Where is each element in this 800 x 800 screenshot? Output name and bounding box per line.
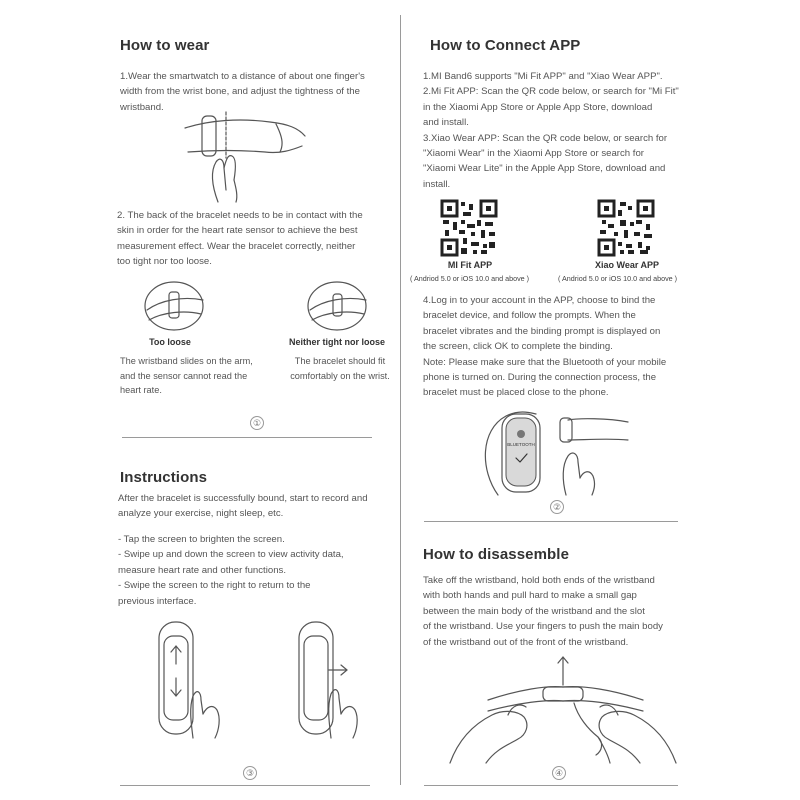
instructions-intro: After the bracelet is successfully bound, start to record and analyze your exercise, night sleep, etc. <box>118 493 368 520</box>
mi-fit-qr-label: MI Fit APP <box>447 260 493 270</box>
divider-right-bottom <box>424 785 678 786</box>
disassemble-text: Take off the wristband, hold both ends of the wristband with both hands and pull hard to make a small gap between the main body of the wristband and the slot of the wristband. Use your fingers to push the main body of the wristband out of the front of the wristband. <box>423 575 663 648</box>
divider-right-top <box>424 521 678 522</box>
correct-fit-illustration <box>306 280 368 332</box>
instructions-title: Instructions <box>120 469 208 486</box>
page-number-1: ① <box>250 416 264 430</box>
page-number-3: ③ <box>243 766 257 780</box>
how-to-wear-title: How to wear <box>120 37 210 54</box>
too-loose-label: Too loose <box>149 337 191 347</box>
wrist-wear-illustration <box>180 110 310 205</box>
page-number-2: ② <box>550 500 564 514</box>
mi-fit-qr-code <box>441 200 497 256</box>
divider-left-top <box>122 437 372 438</box>
xiao-wear-qr-code <box>598 200 654 256</box>
swipe-vertical-illustration <box>155 618 230 743</box>
center-divider <box>400 15 401 785</box>
connect-step-4: 4.Log in to your account in the APP, choose to bind the bracelet device, and follow the prompts. When the bracelet vibrates and the binding prompt is displayed on the screen, click OK to complete the binding. Note: Please make sure that the Bluetooth of your mobile phone is turned on. During the connection process, the bracelet must be placed close to the phone. <box>423 295 667 399</box>
xiao-wear-requirements: ( Andriod 5.0 or iOS 10.0 and above ) <box>558 274 678 283</box>
too-loose-illustration <box>143 280 205 332</box>
page-number-4: ④ <box>552 766 566 780</box>
binding-illustration <box>478 410 633 495</box>
swipe-right-illustration <box>295 618 375 743</box>
too-loose-desc: The wristband slides on the arm, and the sensor cannot read the heart rate. <box>120 356 253 395</box>
xiao-wear-qr-label: Xiao Wear APP <box>594 260 660 270</box>
correct-fit-label: Neither tight nor loose <box>288 337 385 347</box>
bracelet-screen-text: BLUETOOTH <box>507 442 535 447</box>
disassemble-illustration <box>448 645 678 765</box>
correct-fit-desc: The bracelet should fit comfortably on the wrist. <box>290 356 390 381</box>
divider-left-bottom <box>120 785 370 786</box>
instructions-bullets: - Tap the screen to brighten the screen. - Swipe up and down the screen to view activity data, measure heart rate and other functions. - Swipe the screen to the right to return to the previous interface. <box>118 534 344 607</box>
connect-steps: 1.MI Band6 supports "Mi Fit APP" and "Xiao Wear APP". 2.Mi Fit APP: Scan the QR code below, or search for "Mi Fit" in the Xiaomi App Store or Apple App Store, download and install. 3.Xiao Wear APP: Scan the QR code below, or search for "Xiaomi Wear" in the Xiaomi App Store or search for "Xiaomi Wear Lite" in the Apple App Store, download and install. <box>423 71 679 190</box>
wear-step-1: 1.Wear the smartwatch to a distance of about one finger's width from the wrist bone, and adjust the tightness of the wristband. <box>120 71 365 113</box>
wear-step-2: 2. The back of the bracelet needs to be in contact with the skin in order for the heart rate sensor to achieve the best measurement effect. Wear the bracelet correctly, neither too tight nor too loose. <box>117 210 363 268</box>
mi-fit-requirements: ( Andriod 5.0 or iOS 10.0 and above ) <box>410 274 530 283</box>
disassemble-title: How to disassemble <box>423 546 570 563</box>
connect-app-title: How to Connect APP <box>430 37 581 54</box>
